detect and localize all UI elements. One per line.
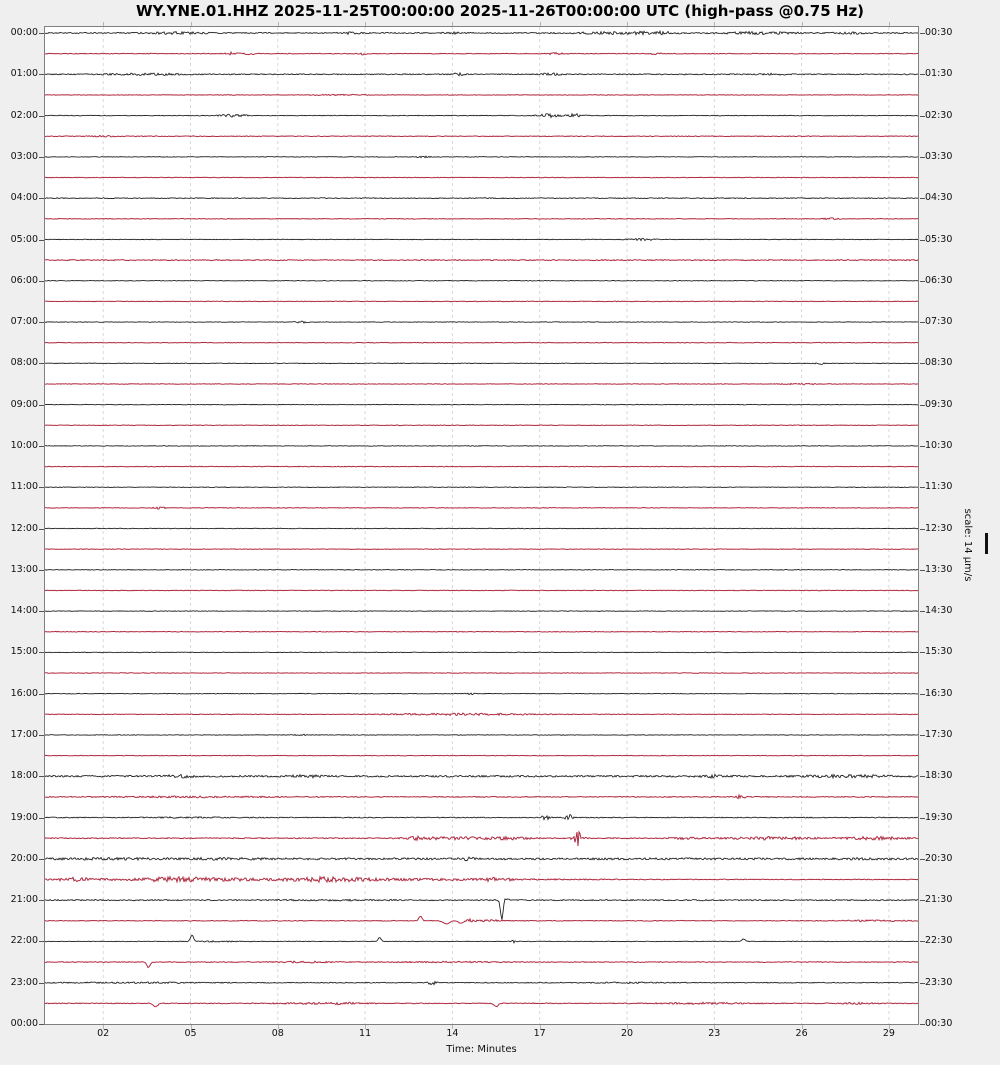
right-tick [920, 446, 925, 447]
left-time-label: 09:00 [10, 398, 38, 410]
top-tick [714, 22, 715, 26]
helicorder-plot-area [44, 26, 919, 1025]
left-time-label: 13:00 [10, 563, 38, 575]
trace-row-1130 [45, 507, 918, 509]
right-tick [920, 859, 925, 860]
trace-row-1900 [45, 815, 918, 820]
seismogram-traces [45, 27, 918, 1024]
right-tick [920, 529, 925, 530]
right-time-label: 05:30 [925, 233, 953, 245]
left-tick [39, 652, 44, 653]
right-time-label: 13:30 [925, 563, 953, 575]
right-time-label: 06:30 [925, 274, 953, 286]
trace-row-1200 [45, 528, 918, 529]
left-tick [39, 941, 44, 942]
trace-row-2130 [45, 916, 918, 924]
right-time-label: 20:30 [925, 852, 953, 864]
left-time-label: 02:00 [10, 109, 38, 121]
top-tick [627, 22, 628, 26]
right-tick [920, 281, 925, 282]
right-time-label: 19:30 [925, 811, 953, 823]
x-tick-label: 08 [271, 1028, 284, 1039]
left-time-label: 03:00 [10, 150, 38, 162]
right-time-label: 09:30 [925, 398, 953, 410]
right-time-label: 08:30 [925, 357, 953, 369]
trace-row-2030 [45, 877, 918, 882]
trace-row-0630 [45, 301, 918, 302]
right-tick [920, 363, 925, 364]
trace-row-0400 [45, 198, 918, 199]
left-time-label: 19:00 [10, 811, 38, 823]
left-time-label: 00:00 [10, 1018, 38, 1029]
trace-row-1700 [45, 734, 918, 735]
trace-row-0430 [45, 218, 918, 220]
trace-row-0330 [45, 177, 918, 178]
right-time-label: 02:30 [925, 109, 953, 121]
trace-row-0530 [45, 260, 918, 261]
trace-row-1030 [45, 466, 918, 467]
trace-row-0130 [45, 94, 918, 95]
x-tick-label: 17 [533, 1028, 546, 1039]
left-time-label: 11:00 [10, 481, 38, 493]
scale-label: scale: 14 μm/s [962, 508, 973, 582]
left-tick [39, 694, 44, 695]
x-tick-label: 05 [184, 1028, 197, 1039]
x-tick-label: 23 [708, 1028, 721, 1039]
trace-row-1430 [45, 631, 918, 632]
left-time-label: 16:00 [10, 687, 38, 699]
left-tick [39, 859, 44, 860]
left-tick [39, 487, 44, 488]
right-tick [920, 240, 925, 241]
trace-row-0230 [45, 135, 918, 137]
left-time-label: 06:00 [10, 274, 38, 286]
right-tick [920, 818, 925, 819]
left-time-label: 20:00 [10, 852, 38, 864]
left-time-label: 04:00 [10, 192, 38, 204]
right-time-label: 03:30 [925, 150, 953, 162]
right-tick [920, 74, 925, 75]
trace-row-0000 [45, 31, 918, 35]
right-tick [920, 941, 925, 942]
trace-row-1730 [45, 755, 918, 756]
left-time-label: 18:00 [10, 770, 38, 782]
trace-row-0030 [45, 52, 918, 55]
left-tick [39, 776, 44, 777]
right-tick [920, 33, 925, 34]
x-tick-label: 29 [882, 1028, 895, 1039]
trace-row-2330 [45, 1002, 918, 1006]
trace-row-1500 [45, 652, 918, 653]
left-tick [39, 322, 44, 323]
trace-row-0300 [45, 156, 918, 157]
trace-row-0200 [45, 114, 918, 118]
right-time-label: 23:30 [925, 976, 953, 988]
right-tick [920, 652, 925, 653]
trace-row-2230 [45, 961, 918, 967]
right-tick [920, 694, 925, 695]
top-tick [540, 22, 541, 26]
left-tick [39, 157, 44, 158]
top-tick [191, 22, 192, 26]
left-tick [39, 240, 44, 241]
left-time-label: 08:00 [10, 357, 38, 369]
right-tick [920, 116, 925, 117]
trace-row-0900 [45, 404, 918, 405]
right-time-label: 18:30 [925, 770, 953, 782]
left-time-label: 07:00 [10, 316, 38, 327]
right-time-label: 00:30 [925, 27, 953, 38]
left-tick [39, 74, 44, 75]
right-time-label: 17:30 [925, 729, 953, 740]
x-tick-label: 11 [359, 1028, 372, 1039]
x-axis-label: Time: Minutes [446, 1044, 517, 1055]
right-time-label: 11:30 [925, 481, 953, 493]
left-time-label: 00:00 [10, 27, 38, 38]
trace-row-0500 [45, 238, 918, 240]
right-time-label: 01:30 [925, 68, 953, 80]
left-tick [39, 281, 44, 282]
left-tick [39, 33, 44, 34]
left-tick [39, 611, 44, 612]
top-tick [278, 22, 279, 26]
trace-row-0930 [45, 425, 918, 426]
chart-title: WY.YNE.01.HHZ 2025-11-25T00:00:00 2025-11-26T00:00:00 UTC (high-pass @0.75 Hz) [135, 2, 865, 20]
right-time-label: 00:30 [925, 1018, 953, 1029]
right-tick [920, 570, 925, 571]
left-tick [39, 529, 44, 530]
trace-row-1930 [45, 832, 918, 846]
left-time-label: 17:00 [10, 729, 38, 740]
trace-row-0600 [45, 280, 918, 281]
trace-row-1530 [45, 673, 918, 674]
right-tick [920, 405, 925, 406]
left-time-label: 12:00 [10, 522, 38, 534]
top-tick [365, 22, 366, 26]
left-tick [39, 735, 44, 736]
right-tick [920, 776, 925, 777]
trace-row-2300 [45, 982, 918, 985]
left-tick [39, 1024, 44, 1025]
right-tick [920, 322, 925, 323]
left-time-label: 10:00 [10, 439, 38, 451]
left-tick [39, 983, 44, 984]
trace-row-1230 [45, 549, 918, 550]
right-time-label: 16:30 [925, 687, 953, 699]
left-time-label: 05:00 [10, 233, 38, 245]
trace-row-0700 [45, 321, 918, 323]
trace-row-0100 [45, 73, 918, 76]
left-tick [39, 116, 44, 117]
x-tick-label: 14 [446, 1028, 459, 1039]
left-time-label: 01:00 [10, 68, 38, 80]
trace-row-2000 [45, 857, 918, 861]
right-tick [920, 983, 925, 984]
right-time-label: 21:30 [925, 894, 953, 906]
trace-row-1800 [45, 774, 918, 778]
right-tick [920, 900, 925, 901]
right-tick [920, 487, 925, 488]
left-tick [39, 900, 44, 901]
left-tick [39, 446, 44, 447]
right-time-label: 12:30 [925, 522, 953, 534]
trace-row-1100 [45, 487, 918, 488]
right-tick [920, 198, 925, 199]
x-tick-label: 20 [620, 1028, 634, 1039]
right-tick [920, 735, 925, 736]
trace-row-0830 [45, 383, 918, 385]
left-time-label: 15:00 [10, 646, 38, 658]
trace-row-0800 [45, 363, 918, 365]
x-tick-label: 02 [97, 1028, 110, 1039]
right-time-label: 22:30 [925, 935, 953, 947]
scale-bar [985, 533, 988, 554]
top-tick [103, 22, 104, 26]
trace-row-2200 [45, 935, 918, 943]
right-time-label: 15:30 [925, 646, 953, 658]
right-time-label: 07:30 [925, 316, 953, 327]
left-time-label: 23:00 [10, 976, 38, 988]
top-tick [802, 22, 803, 26]
right-tick [920, 1024, 925, 1025]
trace-row-1600 [45, 693, 918, 695]
right-time-label: 10:30 [925, 439, 953, 451]
left-tick [39, 405, 44, 406]
left-time-label: 21:00 [10, 894, 38, 906]
left-tick [39, 818, 44, 819]
trace-row-1000 [45, 446, 918, 447]
trace-row-1330 [45, 590, 918, 591]
trace-row-2100 [45, 899, 918, 920]
right-time-label: 14:30 [925, 605, 953, 617]
top-tick [452, 22, 453, 26]
right-time-label: 04:30 [925, 192, 953, 204]
trace-row-0730 [45, 342, 918, 343]
trace-row-1630 [45, 713, 918, 715]
trace-row-1400 [45, 611, 918, 612]
left-tick [39, 570, 44, 571]
left-tick [39, 198, 44, 199]
trace-row-1830 [45, 795, 918, 798]
left-time-label: 14:00 [10, 605, 38, 617]
left-tick [39, 363, 44, 364]
trace-row-1300 [45, 569, 918, 570]
right-tick [920, 157, 925, 158]
top-tick [889, 22, 890, 26]
left-time-label: 22:00 [10, 935, 38, 947]
x-tick-label: 26 [795, 1028, 808, 1039]
right-tick [920, 611, 925, 612]
